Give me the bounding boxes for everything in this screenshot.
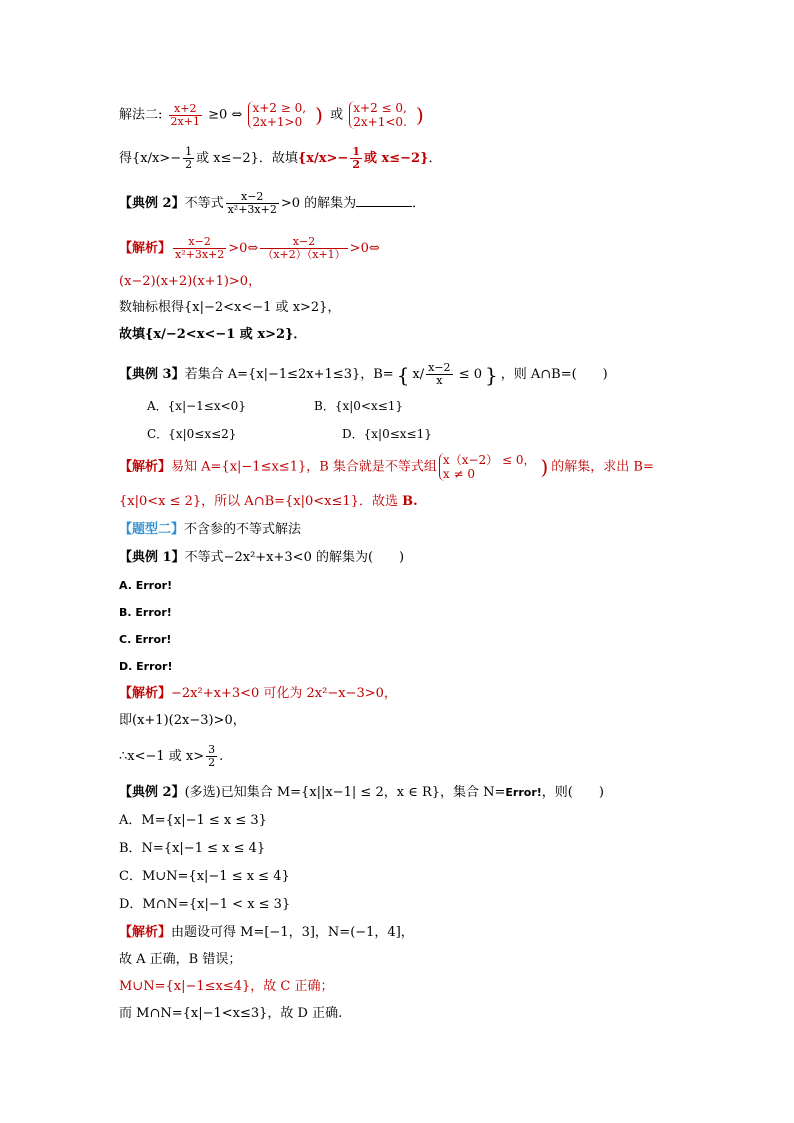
result-line: 得{x/x>− $\frac{1}{2}$ 或 x≤−2}．故填{x/x>− $\frac{1}{2}$ 或 x≤−2}． <box>119 145 442 171</box>
fraction: $\frac{x+2}{2x+1}$ <box>170 101 200 128</box>
answer: {x/x>− $\frac{1}{2}$ 或 x≤−2} <box>297 145 429 171</box>
option-a: A．{x|−1≤x<0} <box>147 399 246 413</box>
or-word: 或 <box>330 107 344 123</box>
solution-two-label: 解法二: <box>119 107 163 123</box>
section-heading <box>119 521 301 539</box>
solution-line: 故填{x/−2<x<−1 或 x>2}． <box>119 327 307 342</box>
option-a: A. Error! <box>119 579 173 592</box>
option-b: B. Error! <box>119 606 172 619</box>
example-1-solution: 【解析】−2x²+x+3<0 可化为 2x²−x−3>0， <box>119 686 397 701</box>
solution-line: 数轴标根得{x|−2<x<−1 或 x>2}， <box>119 300 341 315</box>
solution-line: M∪N={x|−1≤x≤4}，故 C 正确； <box>119 979 334 994</box>
option-d: D. Error! <box>119 660 173 673</box>
example-1-question: 【典例 1】不等式−2x²+x+3<0 的解集为( ) <box>119 550 405 565</box>
inequality-system-1: x+2 ≥ 0, 2x+1>0 <box>248 101 306 129</box>
solution-line: 即(x+1)(2x−3)>0， <box>119 713 246 728</box>
example-2-solution: 【解析】 $\frac{x-2}{\text{x²+3x+2}}$ >0⇔ $\frac{x-2}{(x+2)(x+1)}$ >0⇔ <box>119 235 380 261</box>
option-a: A．M={x|−1 ≤ x ≤ 3} <box>119 813 267 828</box>
example-3-solution: 【解析】易知 A={x|−1≤x≤1}，B 集合就是不等式组 x（x−2） ≤ 0， x ≠ 0 ) 的解集，求出 B= <box>119 453 654 481</box>
ge-zero: ≥0 ⇔ <box>208 107 243 123</box>
inequality-system-2: x+2 ≤ 0, 2x+1<0. <box>349 101 407 129</box>
section-title: 不含参的不等式解法 <box>184 522 302 537</box>
example-2b-question: 【典例 2】(多选)已知集合 M={x||x−1| ≤ 2，x ∈ R}，集合 N=Error!，则( ) <box>119 785 604 800</box>
example-tag: 【典例 2】 <box>119 196 185 211</box>
option-b: B．N={x|−1 ≤ x ≤ 4} <box>119 841 266 856</box>
option-d: D．M∩N={x|−1 < x ≤ 3} <box>119 897 291 912</box>
solution-line: (x−2)(x+2)(x+1)>0， <box>119 274 262 289</box>
option-c: C．M∪N={x|−1 ≤ x ≤ 4} <box>119 869 290 884</box>
solution-tag: 【解析】 <box>119 241 172 256</box>
example-3-question: 【典例 3】若集合 A={x|−1≤2x+1≤3}，B= { x/ $\frac{x-2}{x}$ ≤ 0 } ，则 A∩B=( ) <box>119 361 608 387</box>
answer-blank <box>356 194 412 207</box>
option-c: C．{x|0≤x≤2} <box>147 427 237 441</box>
section-tag: 【题型二】 <box>119 522 185 537</box>
example-2-question: 【典例 2】不等式 $\frac{x-2}{\text{x²+3x+2}}$ >0 的解集为 ． <box>119 190 426 216</box>
solution-line: {x|0<x ≤ 2}，所以 A∩B={x|0<x≤1}．故选 B. <box>119 494 418 509</box>
option-b: B．{x|0<x≤1} <box>314 399 404 413</box>
solution-line: ∴x<−1 或 x> $\frac{3}{2}$ . <box>119 743 224 769</box>
example-2b-solution: 【解析】由题设可得 M=[−1，3]，N=(−1，4]， <box>119 925 414 940</box>
option-d: D．{x|0≤x≤1} <box>342 427 432 441</box>
solution-line: 故 A 正确，B 错误； <box>119 952 242 967</box>
solution-line: 而 M∩N={x|−1<x≤3}，故 D 正确. <box>119 1006 343 1021</box>
solution-two-line: 解法二: $\frac{x+2}{2x+1}$ ≥0 ⇔ x+2 ≥ 0, 2x+1>0 ) 或 x+2 ≤ 0, 2x+1<0. ) <box>119 101 424 129</box>
option-c: C. Error! <box>119 633 172 646</box>
